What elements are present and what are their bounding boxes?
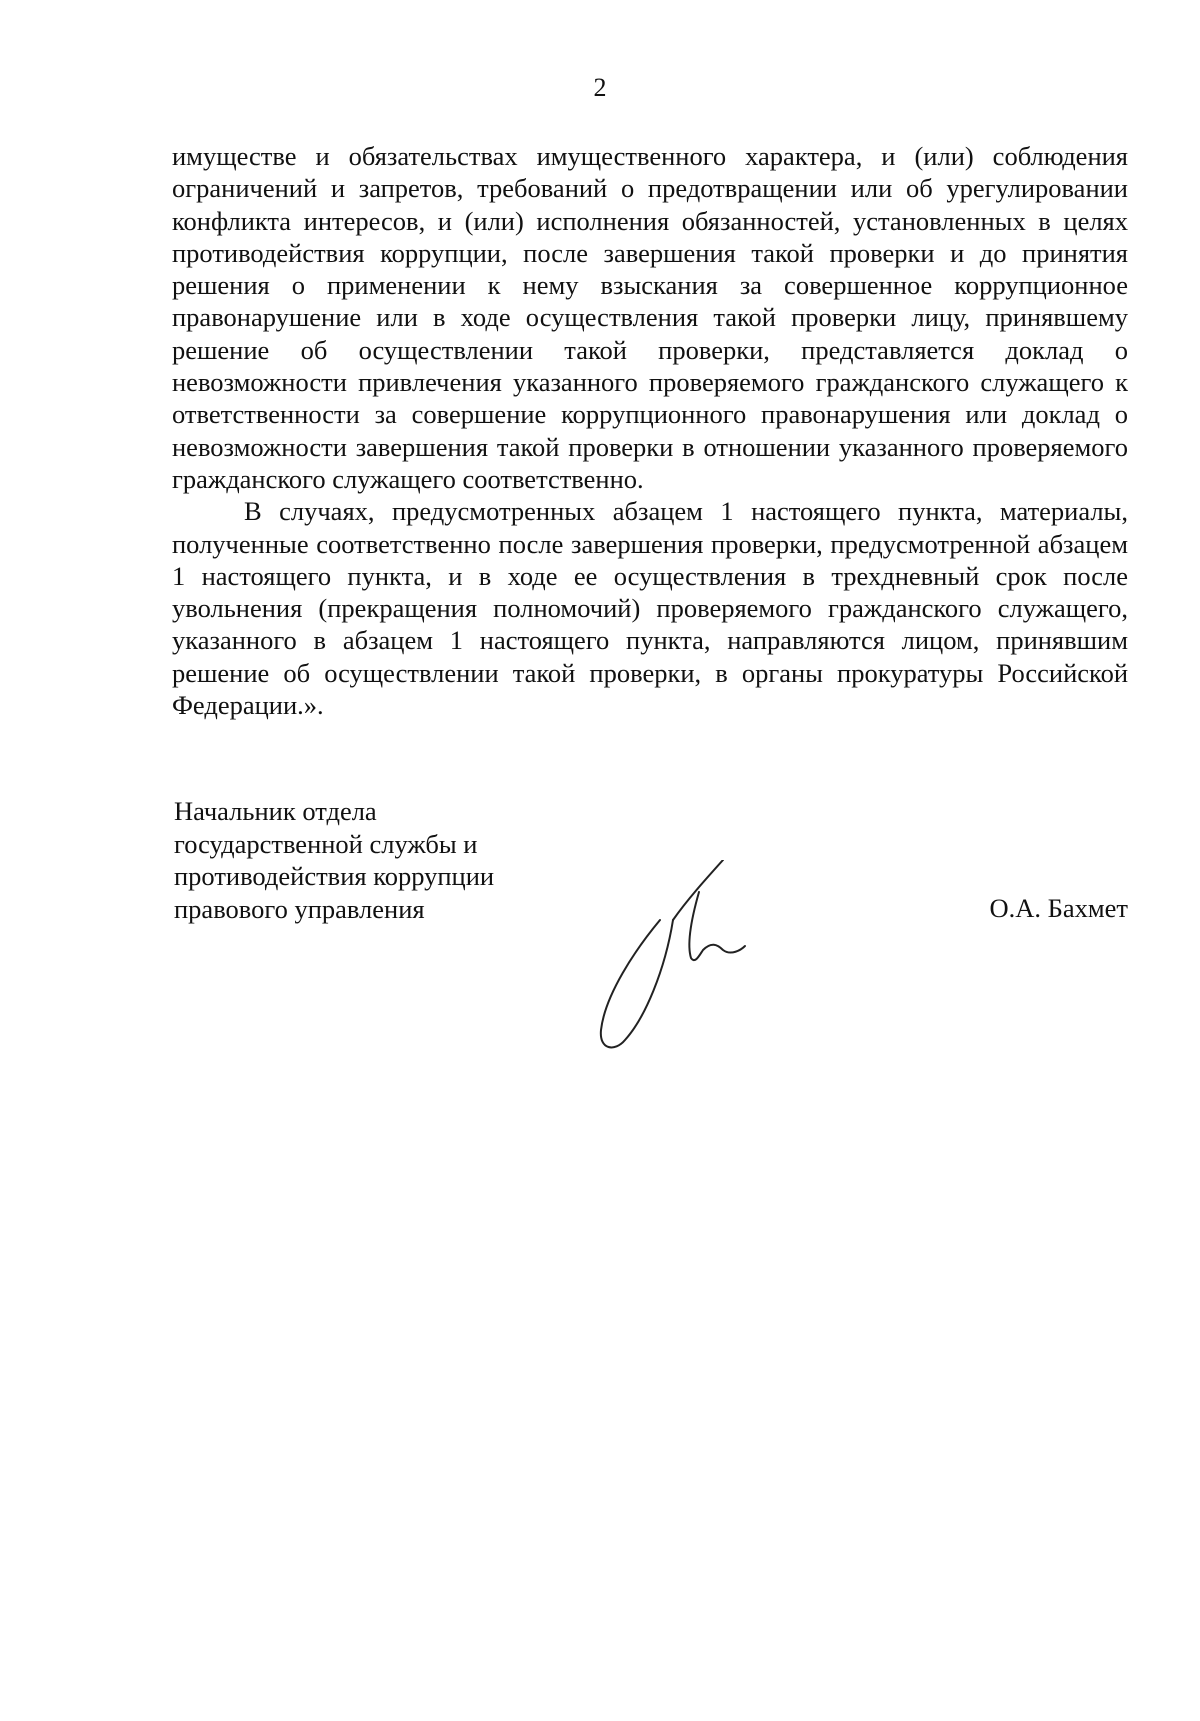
document-body (172, 140, 1128, 721)
signer-position-line: государственной службы и (174, 828, 478, 859)
signer-position-line: правового управления (174, 893, 425, 924)
signer-name: О.А. Бахмет (989, 893, 1128, 923)
page-number: 2 (593, 73, 607, 102)
handwritten-signature (595, 860, 775, 1060)
signer-position (174, 795, 494, 925)
body-paragraph: В случаях, предусмотренных абзацем 1 настоящего пункта, материалы, полученные соответственно после завершения проверки, предусмотренной абзацем 1 настоящего пункта, и в ходе ее осуществления в трехдневный срок после увольнения (прекращения полномочий) проверяемого гражданского служащего, указанного в абзацем 1 настоящего пункта, направляются лицом, принявшим решение об осуществлении такой проверки, в органы прокуратуры Российской Федерации.». (172, 496, 1128, 721)
signer-position-line: противодействия коррупции (174, 861, 495, 891)
signer-position-line: Начальник отдела (174, 796, 377, 826)
body-paragraph: имуществе и обязательствах имущественного характера, и (или) соблюдения ограничений и запретов, требований о предотвращении или об урегулировании конфликта интересов, и (или) исполнения обязанностей, установленных в целях противодействия коррупции, после завершения такой проверки и до принятия решения о применении к нему взыскания за совершенное коррупционное правонарушение или в ходе осуществления такой проверки лицу, принявшему решение об осуществлении такой проверки, представляется доклад о невозможности привлечения указанного проверяемого гражданского служащего к ответственности за совершение коррупционного правонарушения или доклад о невозможности завершения такой проверки в отношении указанного проверяемого гражданского служащего соответственно. (172, 141, 1128, 494)
